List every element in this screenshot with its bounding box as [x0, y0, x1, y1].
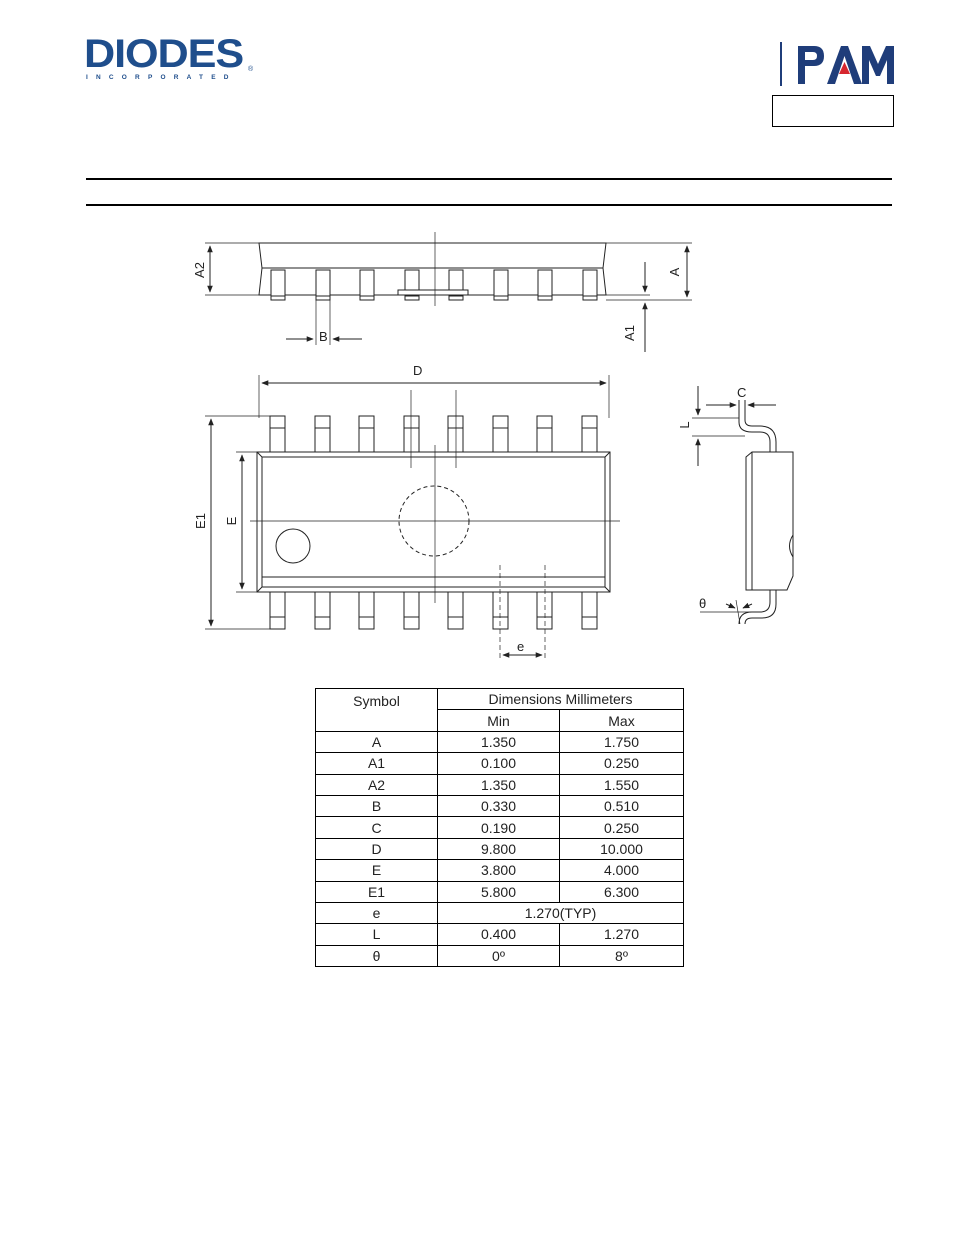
cell-symbol: e: [316, 902, 438, 923]
cell-max: 10.000: [560, 838, 684, 859]
label-e: e: [517, 639, 525, 654]
cell-max: 0.510: [560, 795, 684, 816]
table-row: [316, 838, 684, 859]
cell-min: 0.100: [438, 753, 560, 774]
label-E1: E1: [193, 513, 208, 529]
cell-symbol: A2: [316, 774, 438, 795]
cell-max: 0.250: [560, 753, 684, 774]
cell-symbol: A: [316, 731, 438, 752]
cell-min: 0º: [438, 945, 560, 966]
end-view: [692, 386, 793, 624]
dimensions-table: [315, 688, 684, 967]
cell-max: 1.550: [560, 774, 684, 795]
cell-symbol: B: [316, 795, 438, 816]
cell-max: 1.750: [560, 731, 684, 752]
cell-max: 4.000: [560, 860, 684, 881]
table-row: [316, 817, 684, 838]
cell-symbol: A1: [316, 753, 438, 774]
label-E: E: [224, 516, 239, 526]
cell-typ: 1.270(TYP): [438, 902, 684, 923]
cell-min: 0.190: [438, 817, 560, 838]
cell-max: 0.250: [560, 817, 684, 838]
label-B: B: [319, 329, 328, 344]
table-row: [316, 753, 684, 774]
table-row: [316, 881, 684, 902]
cell-min: 5.800: [438, 881, 560, 902]
table-row: [316, 774, 684, 795]
cell-max: 6.300: [560, 881, 684, 902]
cell-symbol: D: [316, 838, 438, 859]
top-view: [205, 375, 620, 660]
header-symbol: Symbol: [316, 689, 438, 732]
label-A: A: [667, 267, 682, 277]
table-row: [316, 860, 684, 881]
cell-min: 9.800: [438, 838, 560, 859]
cell-symbol: C: [316, 817, 438, 838]
cell-symbol: E: [316, 860, 438, 881]
diodes-logo-sub: INCORPORATED: [86, 74, 237, 81]
header-min: Min: [438, 710, 560, 731]
header-dimensions: Dimensions Millimeters: [438, 689, 684, 710]
cell-max: 1.270: [560, 924, 684, 945]
cell-min: 1.350: [438, 731, 560, 752]
dimensions-table-body: [316, 731, 684, 966]
label-A1: A1: [622, 325, 637, 341]
cell-symbol: θ: [316, 945, 438, 966]
table-row: [316, 731, 684, 752]
cell-symbol: L: [316, 924, 438, 945]
table-row: [316, 902, 684, 923]
cell-max: 8º: [560, 945, 684, 966]
table-row: [316, 795, 684, 816]
cell-min: 0.400: [438, 924, 560, 945]
label-D: D: [413, 363, 423, 378]
label-L: L: [677, 421, 692, 429]
label-theta: θ: [699, 596, 707, 611]
header-max: Max: [560, 710, 684, 731]
bottom-leads: [270, 591, 597, 629]
diodes-logo-word: DIODES: [84, 32, 244, 76]
label-C: C: [737, 385, 747, 400]
top-leads: [270, 416, 597, 454]
cell-min: 3.800: [438, 860, 560, 881]
cell-symbol: E1: [316, 881, 438, 902]
side-view: [205, 232, 692, 352]
cell-min: 1.350: [438, 774, 560, 795]
label-A2: A2: [192, 262, 207, 278]
cell-min: 0.330: [438, 795, 560, 816]
table-row: [316, 945, 684, 966]
table-row: [316, 924, 684, 945]
diodes-logo-reg: ®: [248, 66, 254, 73]
